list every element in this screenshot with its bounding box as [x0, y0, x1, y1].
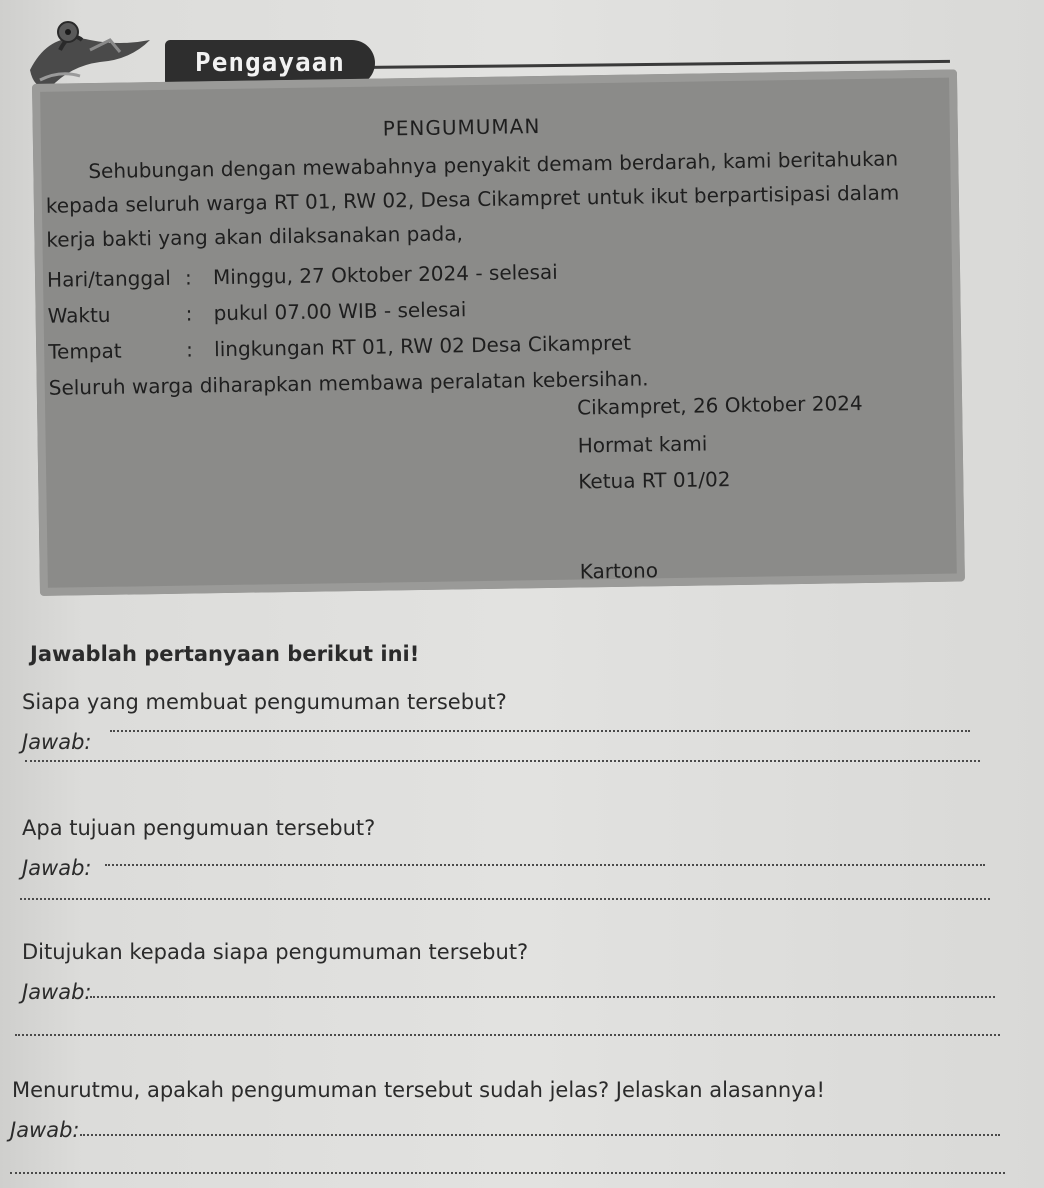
answer-line-4a[interactable]	[80, 1134, 1000, 1136]
answer-line-1b[interactable]	[25, 760, 980, 762]
position: Ketua RT 01/02	[578, 467, 731, 494]
detail-value-time: pukul 07.00 WIB - selesai	[213, 297, 467, 326]
signatory-name: Kartono	[579, 558, 659, 584]
question-2: Apa tujuan pengumuan tersebut?	[22, 816, 376, 840]
announcement-card	[32, 69, 965, 595]
answer-line-2a[interactable]	[105, 864, 985, 866]
question-3: Ditujukan kepada siapa pengumuman tersebut?	[22, 940, 529, 964]
question-1: Siapa yang membuat pengumuman tersebut?	[22, 690, 507, 714]
answer-line-3b[interactable]	[15, 1034, 1000, 1036]
detail-colon-date: :	[184, 265, 192, 290]
announcement-title: PENGUMUMAN	[382, 114, 541, 141]
answer-line-3a[interactable]	[90, 996, 995, 998]
paragraph-line-2: kepada seluruh warga RT 01, RW 02, Desa Cikampret untuk ikut berpartisipasi dalam	[45, 180, 900, 218]
answer-label-2: Jawab:	[22, 856, 92, 880]
detail-value-place: lingkungan RT 01, RW 02 Desa Cikampret	[213, 330, 632, 362]
answer-label-4: Jawab:	[10, 1118, 80, 1142]
detail-label-time: Waktu	[47, 302, 111, 328]
instruction-text: Jawablah pertanyaan berikut ini!	[30, 642, 420, 666]
answer-line-1a[interactable]	[110, 730, 970, 732]
paragraph-line-1: Sehubungan dengan mewabahnya penyakit demam berdarah, kami beritahukan	[88, 146, 899, 184]
detail-value-date: Minggu, 27 Oktober 2024 - selesai	[212, 259, 558, 290]
detail-label-place: Tempat	[48, 338, 122, 364]
detail-colon-place: :	[186, 337, 194, 362]
paragraph-line-3: kerja bakti yang akan dilaksanakan pada,	[46, 221, 464, 252]
answer-line-2b[interactable]	[20, 898, 990, 900]
answer-line-4b[interactable]	[10, 1172, 1005, 1174]
question-4: Menurutmu, apakah pengumuman tersebut sudah jelas? Jelaskan alasannya!	[12, 1078, 825, 1102]
detail-colon-time: :	[185, 301, 193, 326]
answer-label-1: Jawab:	[22, 730, 92, 754]
detail-label-date: Hari/tanggal	[46, 265, 172, 292]
greeting: Hormat kami	[577, 431, 708, 458]
section-title: Pengayaan	[195, 48, 345, 78]
answer-label-3: Jawab:	[22, 980, 92, 1004]
place-date: Cikampret, 26 Oktober 2024	[576, 390, 863, 420]
closing-note: Seluruh warga diharapkan membawa peralatan kebersihan.	[48, 366, 649, 400]
